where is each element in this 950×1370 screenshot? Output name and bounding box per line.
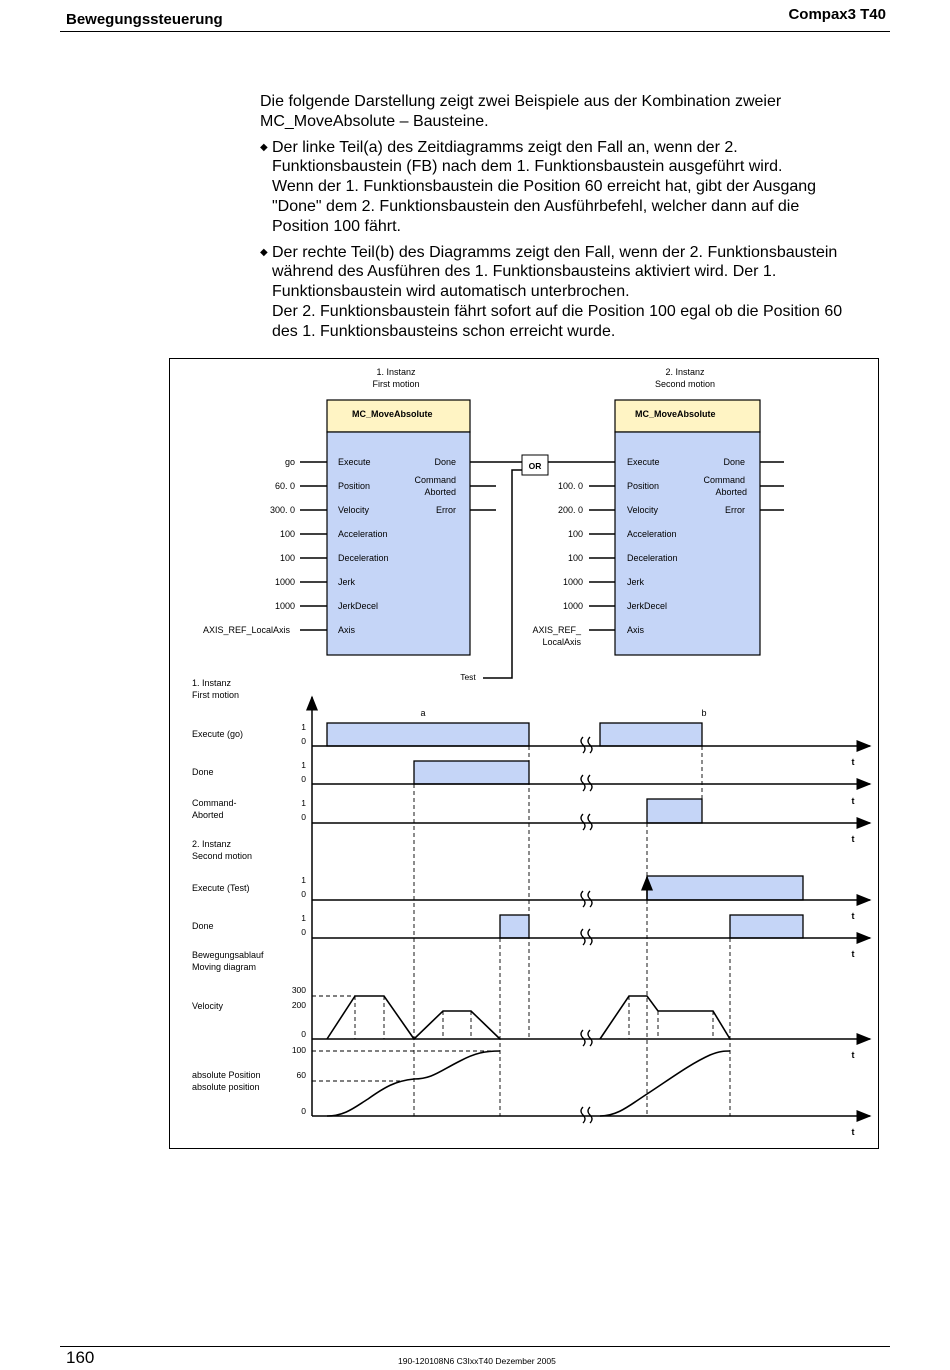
bullet-line: Der 2. Funktionsbaustein fährt sofort auf die Position 100 egal ob die Position 60 — [272, 302, 843, 320]
footer-rule — [60, 1346, 890, 1347]
fb2-in-jerk: Jerk — [627, 577, 645, 587]
tick-zero: 0 — [301, 774, 306, 784]
fb2-val-jerkdecel: 1000 — [562, 601, 583, 611]
velocity-profile-a — [327, 996, 500, 1039]
fb1-in-position: Position — [338, 481, 371, 491]
velocity-profile-b — [600, 996, 730, 1039]
case-a-label: a — [420, 708, 426, 718]
figure-frame — [169, 358, 879, 1149]
pulse-execute-test-b — [647, 876, 803, 900]
fb1-val-axis: AXIS_REF_LocalAxis — [202, 625, 290, 635]
bullet-line: des 1. Funktionsbausteins schon erreicht wurde. — [272, 322, 616, 340]
tick-one: 1 — [301, 760, 306, 770]
pulse-execute-go-a — [327, 723, 529, 746]
pulse-done2-a — [500, 915, 529, 938]
bullet-line: "Done" dem 2. Funktionsbaustein den Ausführbefehl, welcher dann auf die — [272, 197, 800, 215]
fb1-in-jerkdecel: JerkDecel — [338, 601, 379, 611]
fb1-in-deceleration: Deceleration — [338, 553, 389, 563]
bullet-item-a — [260, 138, 890, 237]
instance1-subtitle: First motion — [372, 379, 420, 389]
intro-paragraph: Die folgende Darstellung zeigt zwei Beispiele aus der Kombination zweier MC_MoveAbsolute – Bausteine. — [260, 93, 782, 130]
section2-title: 2. Instanz — [192, 839, 232, 849]
pulse-done1-a — [414, 761, 529, 784]
fb1-val-jerkdecel: 1000 — [274, 601, 295, 611]
fb2-val-position: 100. 0 — [557, 481, 583, 491]
pos-tick-0: 0 — [301, 1106, 306, 1116]
label-cmd-aborted-2: Aborted — [192, 810, 224, 820]
time-label: t — [851, 757, 855, 767]
label-velocity: Velocity — [192, 1001, 224, 1011]
bullet-line: Wenn der 1. Funktionsbaustein die Position 60 erreicht hat, gibt der Ausgang — [272, 178, 817, 196]
label-cmd-aborted: Command- — [192, 798, 237, 808]
fb2-val-deceleration: 100 — [567, 553, 583, 563]
fb2-in-jerkdecel: JerkDecel — [627, 601, 668, 611]
vel-tick-200: 200 — [291, 1000, 306, 1010]
diamond-bullet-icon: ◆ — [260, 141, 268, 153]
pulse-cmd-aborted-b — [647, 799, 702, 823]
fb1-in-axis: Axis — [338, 625, 356, 635]
fb2-in-axis: Axis — [627, 625, 645, 635]
bullet-line: Funktionsbaustein wird automatisch unterbrochen. — [272, 283, 630, 301]
label-execute-test: Execute (Test) — [192, 883, 250, 893]
fb1-in-execute: Execute — [338, 457, 371, 467]
fb1-in-jerk: Jerk — [338, 577, 356, 587]
position-profile-b — [600, 1051, 730, 1116]
tick-one: 1 — [301, 913, 306, 923]
fb1-val-position: 60. 0 — [274, 481, 295, 491]
section1-subtitle: First motion — [192, 690, 240, 700]
function-block-1 — [203, 367, 522, 655]
label-position: absolute Position — [192, 1070, 261, 1080]
fb1-val-velocity: 300. 0 — [269, 505, 295, 515]
test-label: Test — [460, 672, 476, 682]
case-b-label: b — [701, 708, 707, 718]
header-rule — [60, 31, 890, 32]
fb2-val-velocity: 200. 0 — [557, 505, 583, 515]
fb2-in-position: Position — [627, 481, 660, 491]
fb1-out-error: Error — [436, 505, 456, 515]
tick-one: 1 — [301, 875, 306, 885]
bullet-line: während des Ausführen des 1. Funktionsbausteins aktiviert wird. Der 1. — [272, 263, 777, 281]
fb2-out-command: Command — [703, 475, 745, 485]
fb2-val-acceleration: 100 — [567, 529, 583, 539]
section-header: Bewegungssteuerung — [66, 11, 223, 28]
fb2-in-deceleration: Deceleration — [627, 553, 678, 563]
fb1-in-acceleration: Acceleration — [338, 529, 388, 539]
label-moving-2: Moving diagram — [192, 962, 257, 972]
timing-labels — [192, 678, 855, 1137]
fb1-val-deceleration: 100 — [279, 553, 295, 563]
fb1-val-execute: go — [284, 457, 295, 467]
fb1-name: MC_MoveAbsolute — [352, 409, 433, 419]
fb1-out-command: Command — [414, 475, 456, 485]
fb1-out-aborted: Aborted — [424, 487, 456, 497]
tick-zero: 0 — [301, 736, 306, 746]
vel-tick-300: 300 — [291, 985, 306, 995]
or-label: OR — [528, 461, 542, 471]
fb2-name: MC_MoveAbsolute — [635, 409, 716, 419]
label-moving: Bewegungsablauf — [192, 950, 264, 960]
fb2-val-jerk: 1000 — [562, 577, 583, 587]
fb2-out-error: Error — [725, 505, 745, 515]
instance2-subtitle: Second motion — [654, 379, 716, 389]
fb2-out-aborted: Aborted — [715, 487, 747, 497]
instance1-title: 1. Instanz — [376, 367, 416, 377]
tick-zero: 0 — [301, 889, 306, 899]
pulse-execute-go-b — [600, 723, 702, 746]
signal-pulses — [327, 723, 803, 938]
time-label: t — [851, 796, 855, 806]
fb1-out-done: Done — [434, 457, 456, 467]
fb1-in-velocity: Velocity — [338, 505, 370, 515]
body-text — [260, 92, 890, 348]
pos-tick-60: 60 — [296, 1070, 306, 1080]
time-label: t — [851, 949, 855, 959]
time-label: t — [851, 834, 855, 844]
pos-tick-100: 100 — [291, 1045, 306, 1055]
label-position-2: absolute position — [192, 1082, 260, 1092]
bullet-item-b — [260, 243, 890, 342]
diamond-bullet-icon: ◆ — [260, 246, 268, 258]
bullet-line: Funktionsbaustein (FB) nach dem 1. Funktionsbaustein ausgeführt wird. — [272, 158, 783, 176]
fb1-val-jerk: 1000 — [274, 577, 295, 587]
label-execute-go: Execute (go) — [192, 729, 244, 739]
section1-title: 1. Instanz — [192, 678, 232, 688]
section2-subtitle: Second motion — [192, 851, 253, 861]
tick-one: 1 — [301, 798, 306, 808]
time-label: t — [851, 1127, 855, 1137]
page-number: 160 — [66, 1348, 95, 1367]
tick-zero: 0 — [301, 927, 306, 937]
fb2-in-execute: Execute — [627, 457, 660, 467]
position-profile-a — [327, 1051, 500, 1116]
time-label: t — [851, 1050, 855, 1060]
label-done2: Done — [192, 921, 214, 931]
test-wire — [483, 470, 522, 678]
fb2-val-axis: AXIS_REF_ — [532, 625, 581, 635]
fb2-in-velocity: Velocity — [627, 505, 659, 515]
tick-one: 1 — [301, 722, 306, 732]
fb2-out-done: Done — [723, 457, 745, 467]
bullet-line: Der rechte Teil(b) des Diagramms zeigt den Fall, wenn der 2. Funktionsbaustein — [272, 243, 838, 261]
time-label: t — [851, 911, 855, 921]
timing-diagram — [170, 359, 878, 1148]
bullet-line: Der linke Teil(a) des Zeitdiagramms zeigt den Fall an, wenn der 2. — [272, 138, 738, 156]
label-done1: Done — [192, 767, 214, 777]
time-break-marks — [581, 737, 592, 1123]
vel-tick-0: 0 — [301, 1029, 306, 1039]
instance2-title: 2. Instanz — [665, 367, 705, 377]
tick-zero: 0 — [301, 812, 306, 822]
fb2-val-axis-2: LocalAxis — [542, 637, 581, 647]
fb1-val-acceleration: 100 — [279, 529, 295, 539]
document-id: 190-120108N6 C3IxxT40 Dezember 2005 — [398, 1356, 556, 1366]
product-header: Compax3 T40 — [788, 6, 886, 23]
function-block-2 — [532, 367, 784, 655]
or-gate — [460, 455, 615, 682]
bullet-line: Position 100 fährt. — [272, 217, 401, 235]
fb2-in-acceleration: Acceleration — [627, 529, 677, 539]
pulse-done2-b — [730, 915, 803, 938]
